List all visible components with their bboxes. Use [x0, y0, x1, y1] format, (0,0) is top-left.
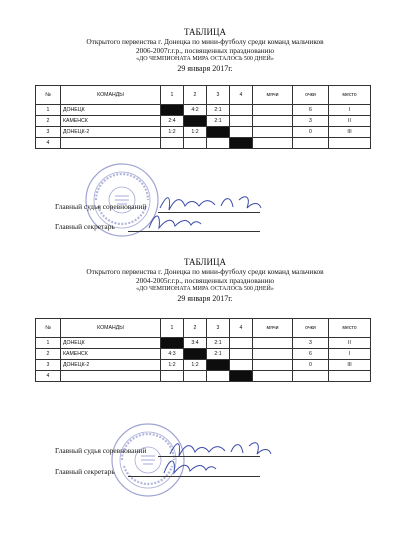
table-cell [253, 371, 293, 382]
table-row [36, 116, 371, 127]
table-cell [230, 338, 253, 349]
column-header: место [329, 319, 371, 338]
column-header: очки [293, 319, 329, 338]
table-cell: 4 [36, 371, 61, 382]
section-1-secretary-signature-icon [145, 210, 205, 234]
table-cell [207, 371, 230, 382]
table-cell [253, 105, 293, 116]
column-header: КОМАНДЫ [61, 86, 161, 105]
section-2-header [40, 258, 370, 303]
table-cell: 2 [36, 116, 61, 127]
column-header: № [36, 86, 61, 105]
column-header: 2 [184, 319, 207, 338]
table-cell [161, 138, 184, 149]
section-2-line2: 2004-2005г.г.р., посвященных празднованию [135, 276, 275, 285]
section-1-line2: 2006-2007г.г.р., посвященных празднованию [135, 46, 275, 55]
team-name-cell [61, 138, 161, 149]
table-row [36, 349, 371, 360]
table-cell: 0 [293, 360, 329, 371]
column-header: место [329, 86, 371, 105]
table-cell [253, 338, 293, 349]
table-cell [230, 105, 253, 116]
table-cell: II [329, 338, 371, 349]
table-cell [253, 116, 293, 127]
table-cell [253, 138, 293, 149]
column-header: № [36, 319, 61, 338]
table-cell: I [329, 105, 371, 116]
table-row [36, 360, 371, 371]
section-2-judge-label: Главный судья соревнований [55, 446, 147, 455]
section-1-header [40, 28, 370, 73]
table-cell [184, 371, 207, 382]
column-header: мячи [253, 86, 293, 105]
team-name-cell: ДОНЕЦК-2 [61, 127, 161, 138]
section-1-date: 29 января 2017г. [177, 64, 233, 73]
section-2-line3: «ДО ЧЕМПИОНАТА МИРА ОСТАЛОСЬ 500 ДНЕЙ» [136, 286, 274, 292]
column-header: мячи [253, 319, 293, 338]
table-cell [293, 138, 329, 149]
table-cell: 1:2 [161, 127, 184, 138]
table-cell: 4:3 [161, 349, 184, 360]
table-cell: 2:1 [207, 105, 230, 116]
diagonal-filled-cell [161, 338, 184, 349]
table-cell: 0 [293, 127, 329, 138]
diagonal-filled-cell [184, 116, 207, 127]
table-cell [253, 127, 293, 138]
section-2-secretary-signature-icon [160, 455, 220, 479]
table-cell [253, 349, 293, 360]
table-cell: 3 [36, 360, 61, 371]
section-2-table [35, 318, 371, 382]
section-1-line3: «ДО ЧЕМПИОНАТА МИРА ОСТАЛОСЬ 500 ДНЕЙ» [136, 56, 274, 62]
section-2-judge-signature-text [1, 1, 6, 2]
section-2-line1: Открытого первенства г. Донецка по мини-футболу среди команд мальчиков [86, 267, 324, 276]
table-header-row [36, 86, 371, 105]
table-cell: 2:1 [207, 349, 230, 360]
team-name-cell: КАМЕНСК [61, 349, 161, 360]
table-cell: III [329, 360, 371, 371]
table-cell [161, 371, 184, 382]
table-cell: 3:4 [184, 338, 207, 349]
diagonal-filled-cell [207, 127, 230, 138]
table-header-row [36, 319, 371, 338]
table-cell: 1 [36, 338, 61, 349]
table-cell [207, 138, 230, 149]
table-cell [253, 360, 293, 371]
section-1-title: ТАБЛИЦА [183, 27, 227, 37]
diagonal-filled-cell [230, 371, 253, 382]
table-cell [230, 127, 253, 138]
column-header: 4 [230, 319, 253, 338]
table-cell [293, 371, 329, 382]
table-cell: 1:2 [184, 127, 207, 138]
team-name-cell [61, 371, 161, 382]
diagonal-filled-cell [230, 138, 253, 149]
table-cell: II [329, 116, 371, 127]
column-header: 1 [161, 319, 184, 338]
table-cell: 4 [36, 138, 61, 149]
section-2-secretary-label: Главный секретарь [55, 467, 115, 476]
table-row [36, 371, 371, 382]
table-cell: 3 [293, 116, 329, 127]
table-cell: 1:2 [161, 360, 184, 371]
section-2-title: ТАБЛИЦА [183, 257, 227, 267]
table-cell: 6 [293, 105, 329, 116]
table-cell: 2:1 [207, 338, 230, 349]
team-name-cell: ДОНЕЦК [61, 105, 161, 116]
table-row [36, 338, 371, 349]
section-1-judge-label: Главный судья соревнований [55, 202, 147, 211]
table-cell [329, 138, 371, 149]
table-cell: 3 [293, 338, 329, 349]
team-name-cell: ДОНЕЦК-2 [61, 360, 161, 371]
table-row [36, 127, 371, 138]
section-1-line1: Открытого первенства г. Донецка по мини-футболу среди команд мальчиков [86, 37, 324, 46]
section-2-date: 29 января 2017г. [177, 294, 233, 303]
column-header: очки [293, 86, 329, 105]
table-cell: 2 [36, 349, 61, 360]
team-name-cell: ДОНЕЦК [61, 338, 161, 349]
table-cell: 1:2 [184, 360, 207, 371]
table-cell: 1 [36, 105, 61, 116]
table-cell [230, 116, 253, 127]
column-header: 1 [161, 86, 184, 105]
table-cell [230, 360, 253, 371]
column-header: 3 [207, 86, 230, 105]
column-header: 3 [207, 319, 230, 338]
table-row [36, 138, 371, 149]
table-cell: I [329, 349, 371, 360]
table-cell: 2:1 [207, 116, 230, 127]
table-cell: 2:4 [161, 116, 184, 127]
table-cell: 4:2 [184, 105, 207, 116]
diagonal-filled-cell [161, 105, 184, 116]
team-name-cell: КАМЕНСК [61, 116, 161, 127]
table-cell [184, 138, 207, 149]
table-row [36, 105, 371, 116]
column-header: 4 [230, 86, 253, 105]
table-cell: 6 [293, 349, 329, 360]
diagonal-filled-cell [207, 360, 230, 371]
section-1-table [35, 85, 371, 149]
column-header: КОМАНДЫ [61, 319, 161, 338]
table-cell [230, 349, 253, 360]
diagonal-filled-cell [184, 349, 207, 360]
table-cell [329, 371, 371, 382]
table-cell: III [329, 127, 371, 138]
column-header: 2 [184, 86, 207, 105]
section-1-secretary-label: Главный секретарь [55, 222, 115, 231]
table-cell: 3 [36, 127, 61, 138]
